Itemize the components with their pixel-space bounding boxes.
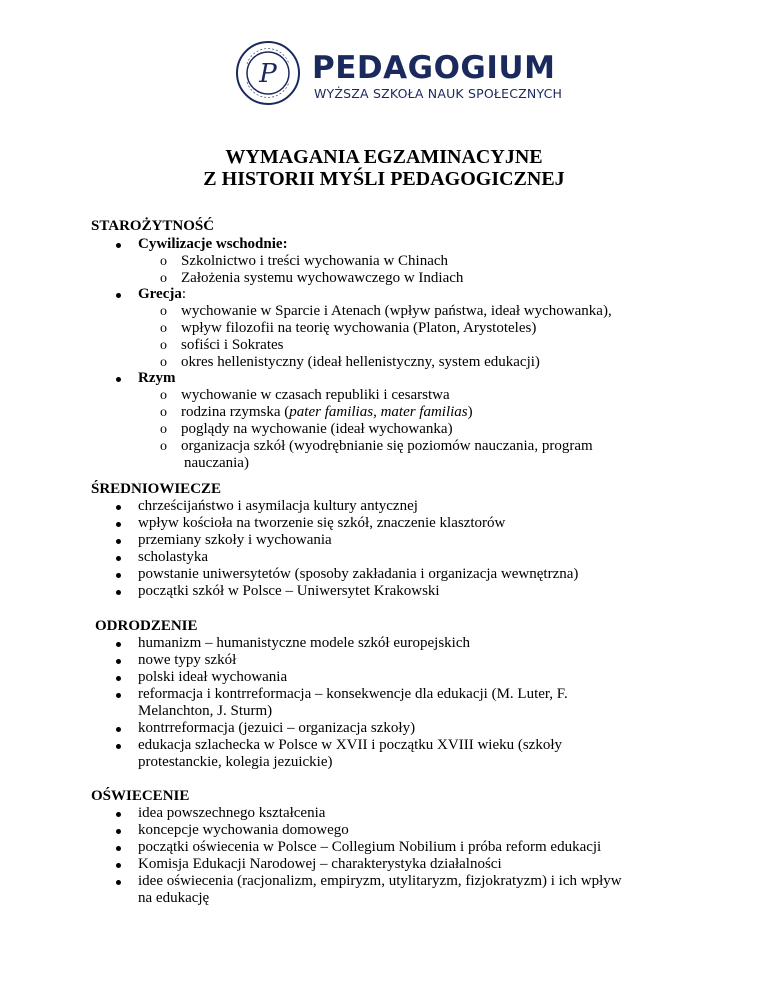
list-item: organizacja szkół (wyodrębnianie się poziomów nauczania, program [181,438,593,454]
list-item: humanizm – humanistyczne modele szkół europejskich [138,635,470,651]
subsection-rzym: Rzym [138,370,176,386]
list-item: powstanie uniwersytetów (sposoby zakładania i organizacja wewnętrzna) [138,566,579,582]
document-title-line-1: WYMAGANIA EGZAMINACYJNE [225,146,543,168]
bullet-icon [116,676,121,681]
list-item: wychowanie w czasach republiki i cesarstwa [181,387,450,403]
list-item: edukacja szlachecka w Polsce w XVII i początku XVIII wieku (szkoły [138,737,563,753]
circle-bullet-icon: o [160,271,167,286]
list-item-continuation: Melanchton, J. Sturm) [138,703,273,719]
bullet-icon [116,573,121,578]
circle-bullet-icon: o [160,338,167,353]
bullet-icon [116,744,121,749]
list-item: koncepcje wychowania domowego [138,822,349,838]
list-item: kontrreformacja (jezuici – organizacja szkoły) [138,720,416,736]
list-item: rodzina rzymska (pater familias, mater familias) [181,404,473,420]
bullet-icon [116,243,121,248]
logo-brand-name: PEDAGOGIUM [312,50,556,86]
bullet-icon [116,727,121,732]
list-item: nowe typy szkół [138,652,237,668]
bullet-icon [116,590,121,595]
list-item: przemiany szkoły i wychowania [138,532,332,548]
list-item: wpływ kościoła na tworzenie się szkół, znaczenie klasztorów [138,515,506,531]
bullet-icon [116,812,121,817]
bullet-icon [116,642,121,647]
circle-bullet-icon: o [160,355,167,370]
circle-bullet-icon: o [160,439,167,454]
bullet-icon [116,693,121,698]
section-heading-oswiecenie: OŚWIECENIE [91,788,190,804]
list-item: Komisja Edukacji Narodowej – charakterystyka działalności [138,856,502,872]
circle-bullet-icon: o [160,422,167,437]
circle-bullet-icon: o [160,388,167,403]
list-item: okres hellenistyczny (ideał hellenistyczny, system edukacji) [181,354,540,370]
list-item-continuation: na edukację [138,890,210,906]
list-item: idea powszechnego kształcenia [138,805,326,821]
list-item: poglądy na wychowanie (ideał wychowanka) [181,421,453,437]
bullet-icon [116,846,121,851]
list-item: początki szkół w Polsce – Uniwersytet Krakowski [138,583,440,599]
list-item-continuation: nauczania) [184,455,249,471]
subsection-grecja: Grecja: [138,286,187,302]
circle-bullet-icon: o [160,321,167,336]
list-item: Założenia systemu wychowawczego w Indiach [181,270,464,286]
seal-letter: P [259,59,277,89]
list-item: chrześcijaństwo i asymilacja kultury antycznej [138,498,418,514]
section-heading-odrodzenie: ODRODZENIE [95,618,198,634]
list-item: początki oświecenia w Polsce – Collegium Nobilium i próba reform edukacji [138,839,602,855]
list-item: reformacja i kontrreformacja – konsekwencje dla edukacji (M. Luter, F. [138,686,568,702]
circle-bullet-icon: o [160,254,167,269]
section-heading-starozytnosc: STAROŻYTNOŚĆ [91,218,215,234]
list-item: wychowanie w Sparcie i Atenach (wpływ państwa, ideał wychowanka), [181,303,612,319]
list-item: sofiści i Sokrates [181,337,284,353]
circle-bullet-icon: o [160,304,167,319]
list-item: idee oświecenia (racjonalizm, empiryzm, utylitaryzm, fizjokratyzm) i ich wpływ [138,873,622,889]
logo-subtitle: WYŻSZA SZKOŁA NAUK SPOŁECZNYCH [314,86,563,101]
bullet-icon [116,863,121,868]
bullet-icon [116,659,121,664]
bullet-icon [116,522,121,527]
subsection-cywilizacje: Cywilizacje wschodnie: [138,236,288,252]
document-title-line-2: Z HISTORII MYŚLI PEDAGOGICZNEJ [203,168,565,190]
section-heading-sredniowiecze: ŚREDNIOWIECZE [91,481,222,497]
list-item: polski ideał wychowania [138,669,288,685]
circle-bullet-icon: o [160,405,167,420]
bullet-icon [116,556,121,561]
bullet-icon [116,880,121,885]
bullet-icon [116,377,121,382]
bullet-icon [116,829,121,834]
seal-icon [235,40,301,106]
list-item-continuation: protestanckie, kolegia jezuickie) [138,754,333,770]
bullet-icon [116,293,121,298]
list-item: scholastyka [138,549,208,565]
list-item: Szkolnictwo i treści wychowania w Chinach [181,253,449,269]
bullet-icon [116,505,121,510]
bullet-icon [116,539,121,544]
list-item: wpływ filozofii na teorię wychowania (Platon, Arystoteles) [181,320,537,336]
